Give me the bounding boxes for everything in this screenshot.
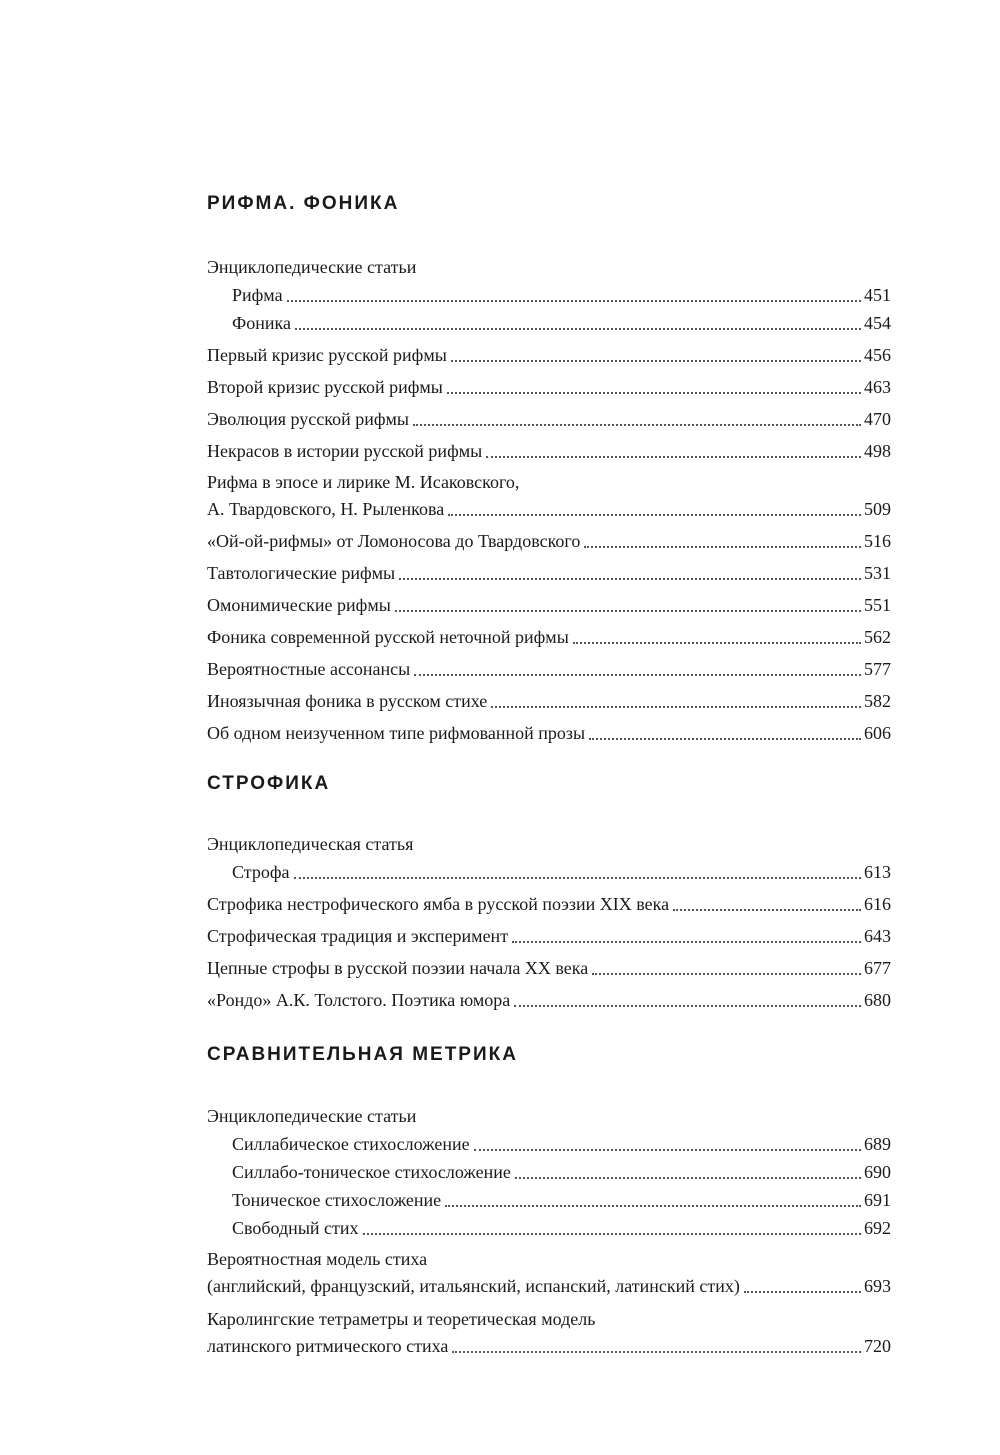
page-number: 720: [864, 1336, 891, 1356]
dot-leader: [491, 706, 861, 708]
toc-entry[interactable]: [207, 559, 891, 587]
toc-entry[interactable]: [207, 281, 891, 309]
toc-entry[interactable]: [207, 309, 891, 337]
dot-leader: [673, 909, 861, 911]
entry-title-line1: Каролингские тетраметры и теоретическая модель: [207, 1309, 596, 1329]
entry-title: Омонимические рифмы: [207, 595, 391, 615]
group-label: Энциклопедические статьи: [207, 257, 417, 277]
toc-entry[interactable]: [207, 858, 891, 886]
page-number: 531: [864, 563, 891, 583]
toc-entry-multiline[interactable]: [207, 1306, 891, 1360]
page-number: 643: [864, 926, 891, 946]
toc-entry-multiline[interactable]: [207, 469, 891, 523]
page-number: 498: [864, 441, 891, 461]
page-number: 463: [864, 377, 891, 397]
toc-entry[interactable]: [207, 1130, 891, 1158]
page-number: 677: [864, 958, 891, 978]
dot-leader: [399, 578, 861, 580]
entry-title: Строфа: [232, 862, 290, 882]
entry-title: Некрасов в истории русской рифмы: [207, 441, 483, 461]
toc-section-rhyme-phonics: [207, 192, 891, 747]
toc-entry[interactable]: [207, 954, 891, 982]
section-heading: РИФМА. ФОНИКА: [207, 193, 400, 214]
toc-entry[interactable]: [207, 890, 891, 918]
toc-entry[interactable]: [207, 437, 891, 465]
section-heading: СРАВНИТЕЛЬНАЯ МЕТРИКА: [207, 1044, 518, 1065]
dot-leader: [363, 1233, 861, 1235]
entry-title: Силлабо-тоническое стихосложение: [232, 1162, 511, 1182]
entry-title: Свободный стих: [232, 1218, 359, 1238]
toc-entry[interactable]: [207, 1158, 891, 1186]
page-number: 516: [864, 531, 891, 551]
entry-title: Эволюция русской рифмы: [207, 409, 409, 429]
page-number: 577: [864, 659, 891, 679]
entry-title: Фоника: [232, 313, 291, 333]
dot-leader: [447, 392, 861, 394]
page-number: 692: [864, 1218, 891, 1238]
entry-title: А. Твардовского, Н. Рыленкова: [207, 499, 445, 519]
toc-entry[interactable]: [207, 986, 891, 1014]
dot-leader: [295, 328, 861, 330]
section-heading: СТРОФИКА: [207, 773, 331, 794]
page-number: 689: [864, 1134, 891, 1154]
entry-title: Второй кризис русской рифмы: [207, 377, 443, 397]
dot-leader: [445, 1205, 861, 1207]
entry-title: Рифма: [232, 285, 283, 305]
toc-entry[interactable]: [207, 1214, 891, 1242]
dot-leader: [452, 1351, 861, 1353]
dot-leader: [573, 642, 861, 644]
dot-leader: [592, 973, 861, 975]
entry-title: «Ой-ой-рифмы» от Ломоносова до Твардовского: [207, 531, 581, 551]
entry-title: Тоническое стихосложение: [232, 1190, 442, 1210]
group-label: Энциклопедические статьи: [207, 1106, 417, 1126]
entry-title: латинского ритмического стиха: [207, 1336, 449, 1356]
dot-leader: [474, 1149, 861, 1151]
toc-entry[interactable]: [207, 922, 891, 950]
dot-leader: [584, 546, 861, 548]
toc-entry[interactable]: [207, 405, 891, 433]
entry-title: Цепные строфы в русской поэзии начала XX века: [207, 958, 589, 978]
toc-entry[interactable]: [207, 1186, 891, 1214]
toc-entry[interactable]: [207, 655, 891, 683]
page-number: 613: [864, 862, 891, 882]
dot-leader: [395, 610, 861, 612]
page-number: 456: [864, 345, 891, 365]
entry-title: «Рондо» А.К. Толстого. Поэтика юмора: [207, 990, 511, 1010]
page-number: 616: [864, 894, 891, 914]
entry-title: Фоника современной русской неточной рифмы: [207, 627, 569, 647]
dot-leader: [514, 1005, 861, 1007]
toc-entry[interactable]: [207, 591, 891, 619]
entry-title: Силлабическое стихосложение: [232, 1134, 470, 1154]
page-number: 551: [864, 595, 891, 615]
toc-entry[interactable]: [207, 623, 891, 651]
page-number: 690: [864, 1162, 891, 1182]
dot-leader: [515, 1177, 861, 1179]
page-number: 451: [864, 285, 891, 305]
dot-leader: [413, 424, 861, 426]
entry-title: (английский, французский, итальянский, испанский, латинский стих): [207, 1276, 740, 1296]
toc-entry[interactable]: [207, 341, 891, 369]
page-number: 680: [864, 990, 891, 1010]
toc-section-comparative-metrics: [207, 1043, 891, 1360]
page-number: 691: [864, 1190, 891, 1210]
entry-title: Вероятностные ассонансы: [207, 659, 411, 679]
dot-leader: [448, 514, 861, 516]
page-number: 470: [864, 409, 891, 429]
toc-entry[interactable]: [207, 373, 891, 401]
entry-title-line1: Вероятностная модель стиха: [207, 1249, 428, 1269]
entry-title-line1: Рифма в эпосе и лирике М. Исаковского,: [207, 472, 520, 492]
toc-entry[interactable]: [207, 527, 891, 555]
entry-title: Об одном неизученном типе рифмованной прозы: [207, 723, 586, 743]
dot-leader: [744, 1291, 861, 1293]
page-number: 509: [864, 499, 891, 519]
page-number: 562: [864, 627, 891, 647]
toc-entry[interactable]: [207, 687, 891, 715]
entry-title: Иноязычная фоника в русском стихе: [207, 691, 488, 711]
dot-leader: [294, 877, 861, 879]
toc-entry-multiline[interactable]: [207, 1246, 891, 1300]
dot-leader: [589, 738, 861, 740]
page-number: 454: [864, 313, 891, 333]
dot-leader: [486, 456, 861, 458]
dot-leader: [414, 674, 861, 676]
page-number: 582: [864, 691, 891, 711]
toc-section-strophics: [207, 772, 891, 1014]
page-number: 606: [864, 723, 891, 743]
entry-title: Строфика нестрофического ямба в русской поэзии XIX века: [207, 894, 670, 914]
group-label: Энциклопедическая статья: [207, 834, 414, 854]
toc-entry[interactable]: [207, 719, 891, 747]
page-number: 693: [864, 1276, 891, 1296]
entry-title: Первый кризис русской рифмы: [207, 345, 447, 365]
entry-title: Строфическая традиция и эксперимент: [207, 926, 509, 946]
dot-leader: [512, 941, 861, 943]
dot-leader: [287, 300, 861, 302]
entry-title: Тавтологические рифмы: [207, 563, 396, 583]
dot-leader: [451, 360, 861, 362]
